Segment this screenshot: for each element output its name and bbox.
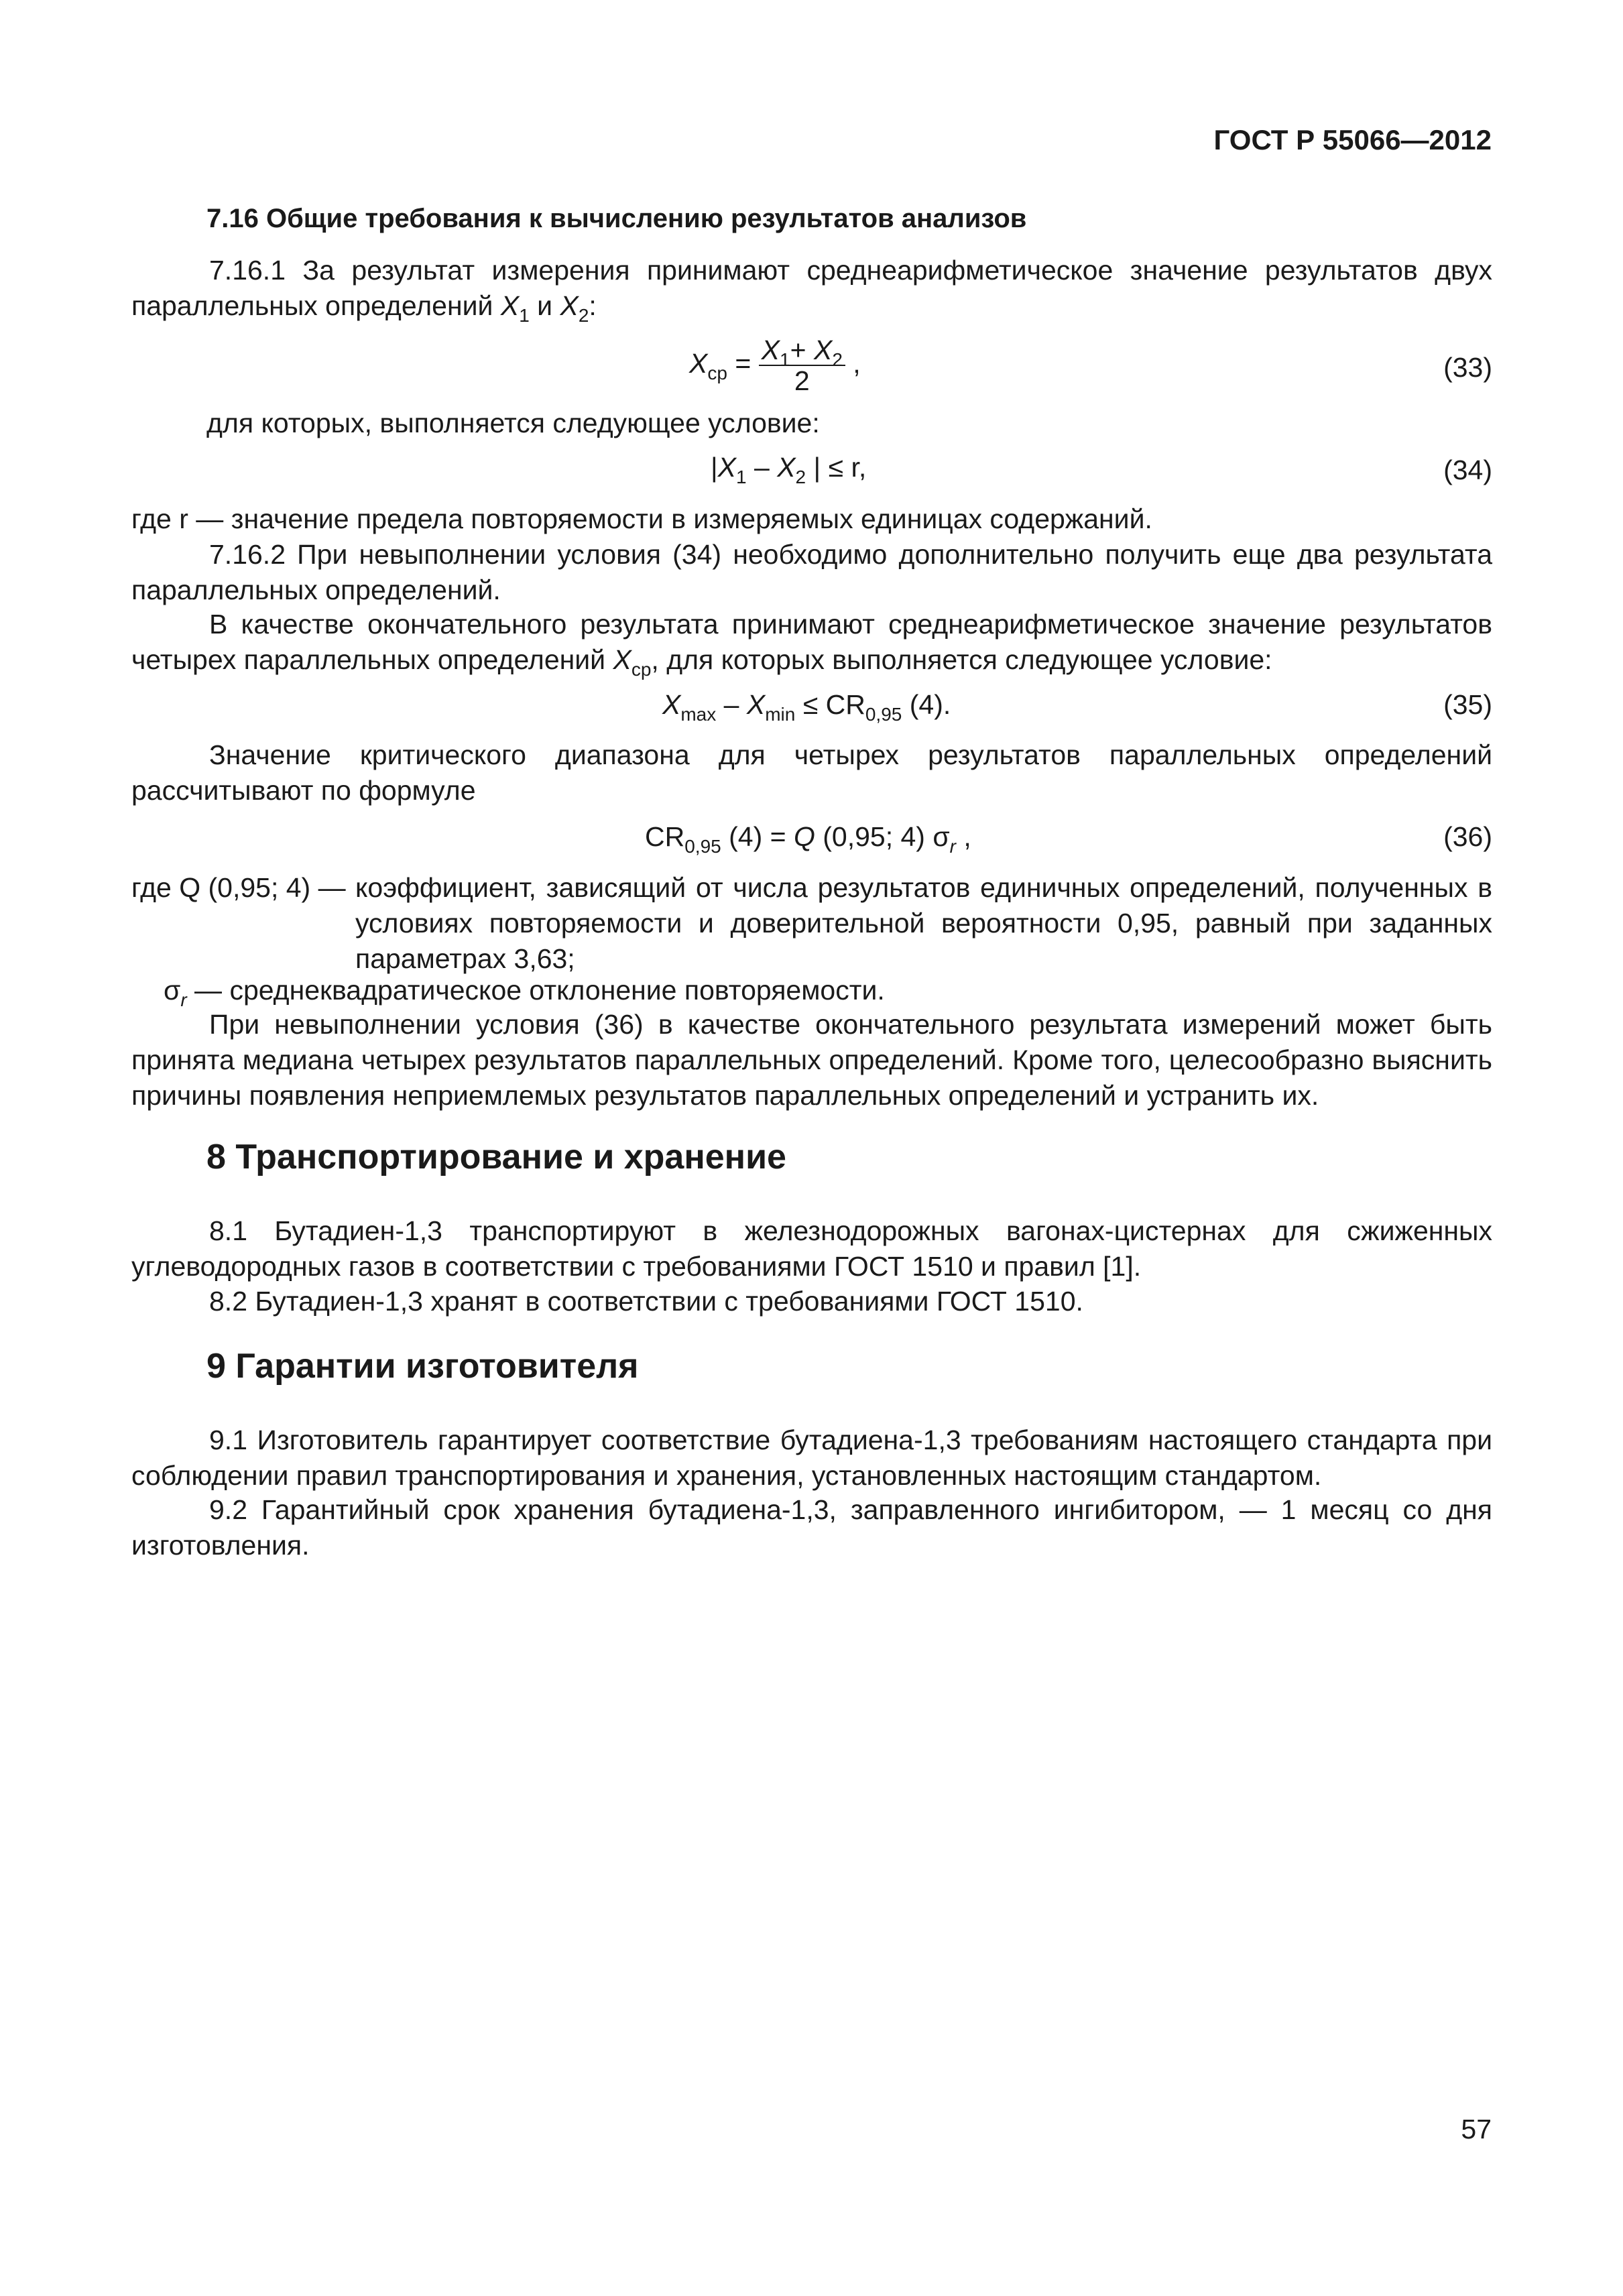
definition-q: [131, 870, 1492, 977]
equation-36: $CR_{0,95}$ (4) = Q (0,95; 4) $\sigma_r$ ,: [645, 821, 971, 857]
equation-35-number: (35): [1443, 689, 1492, 720]
paragraph-9-1: 9.1 Изготовитель гарантирует соответствие бутадиена-1,3 требованиям настоящего стандарта при соблюдении правил транспортирования и хранения, установленных настоящим стандартом.: [131, 1425, 1492, 1491]
equation-34-number: (34): [1443, 455, 1492, 485]
section-7-16-title: 7.16 Общие требования к вычислению результатов анализов: [206, 204, 1027, 233]
paragraph-7-16-1-text: 7.16.1 За результат измерения принимают среднеарифметическое значение результатов двух параллельных определений: [131, 255, 1492, 321]
equation-33-fraction: $\frac{X_1+ X_2}{2}$: [759, 335, 845, 396]
definition-q-body: коэффициент, зависящий от числа результатов единичных определений, полученных в условиях повторяемости и доверительной вероятности 0,95, равный при заданных параметрах 3,63;: [355, 872, 1492, 974]
paragraph-7-16-1: 7.16.1 За результат измерения принимают среднеарифметическое значение результатов двух параллельных определений $X_1$ и $X_2$:: [131, 255, 1492, 326]
equation-33-number: (33): [1443, 352, 1492, 383]
paragraph-critical-range: Значение критического диапазона для четырех результатов параллельных определений рассчитывают по формуле: [131, 739, 1492, 806]
definition-q-label: где Q (0,95; 4) —: [131, 872, 346, 903]
document-code-header: ГОСТ Р 55066—2012: [1213, 124, 1492, 156]
section-9-title: 9 Гарантии изготовителя: [206, 1347, 639, 1386]
paragraph-condition-intro: для которых, выполняется следующее условие:: [206, 408, 820, 438]
definition-sigma-text: — среднеквадратическое отклонение повторяемости.: [194, 975, 885, 1006]
paragraph-final-result-text: В качестве окончательного результата принимают среднеарифметическое значение результатов четырех параллельных определений: [131, 609, 1492, 675]
paragraph-9-2: 9.2 Гарантийный срок хранения бутадиена-1,3, заправленного ингибитором, — 1 месяц со дня изготовления.: [131, 1494, 1492, 1561]
paragraph-7-16-2: 7.16.2 При невыполнении условия (34) необходимо дополнительно получить еще два результата параллельных определений.: [131, 539, 1492, 605]
paragraph-final-result-tail: , для которых выполняется следующее условие:: [651, 644, 1272, 675]
equation-33: $X_{ср}$ = $\frac{X_1+ X_2}{2}$ ,: [689, 335, 861, 396]
section-8-title: 8 Транспортирование и хранение: [206, 1138, 786, 1176]
page-number: 57: [1461, 2114, 1492, 2144]
equation-34: $|X_1 - X_2$ | ≤ r,: [711, 452, 867, 487]
paragraph-final-result: В качестве окончательного результата принимают среднеарифметическое значение результатов четырех параллельных определений $X_{ср}$, для которых выполняется следующее условие:: [131, 609, 1492, 680]
paragraph-8-1: 8.1 Бутадиен-1,3 транспортируют в железнодорожных вагонах-цистернах для сжиженных углеводородных газов в соответствии с требованиями ГОСТ 1510 и правил [1].: [131, 1215, 1492, 1282]
paragraph-r-definition: где r — значение предела повторяемости в измеряемых единицах содержаний.: [131, 503, 1152, 534]
paragraph-8-2: 8.2 Бутадиен-1,3 хранят в соответствии с требованиями ГОСТ 1510.: [209, 1286, 1083, 1317]
definition-sigma: $\sigma_r$ — среднеквадратическое отклонение повторяемости.: [164, 975, 885, 1010]
paragraph-median: При невыполнении условия (36) в качестве окончательного результата измерений может быть принята медиана четырех результатов параллельных определений. Кроме того, целесообразно выяснить причины появления неприемлемых результатов параллельных определений и устранить их.: [131, 1009, 1492, 1111]
equation-35: $X_{max} - X_{min} \le CR_{0,95}$ (4).: [662, 689, 951, 725]
equation-36-number: (36): [1443, 821, 1492, 852]
